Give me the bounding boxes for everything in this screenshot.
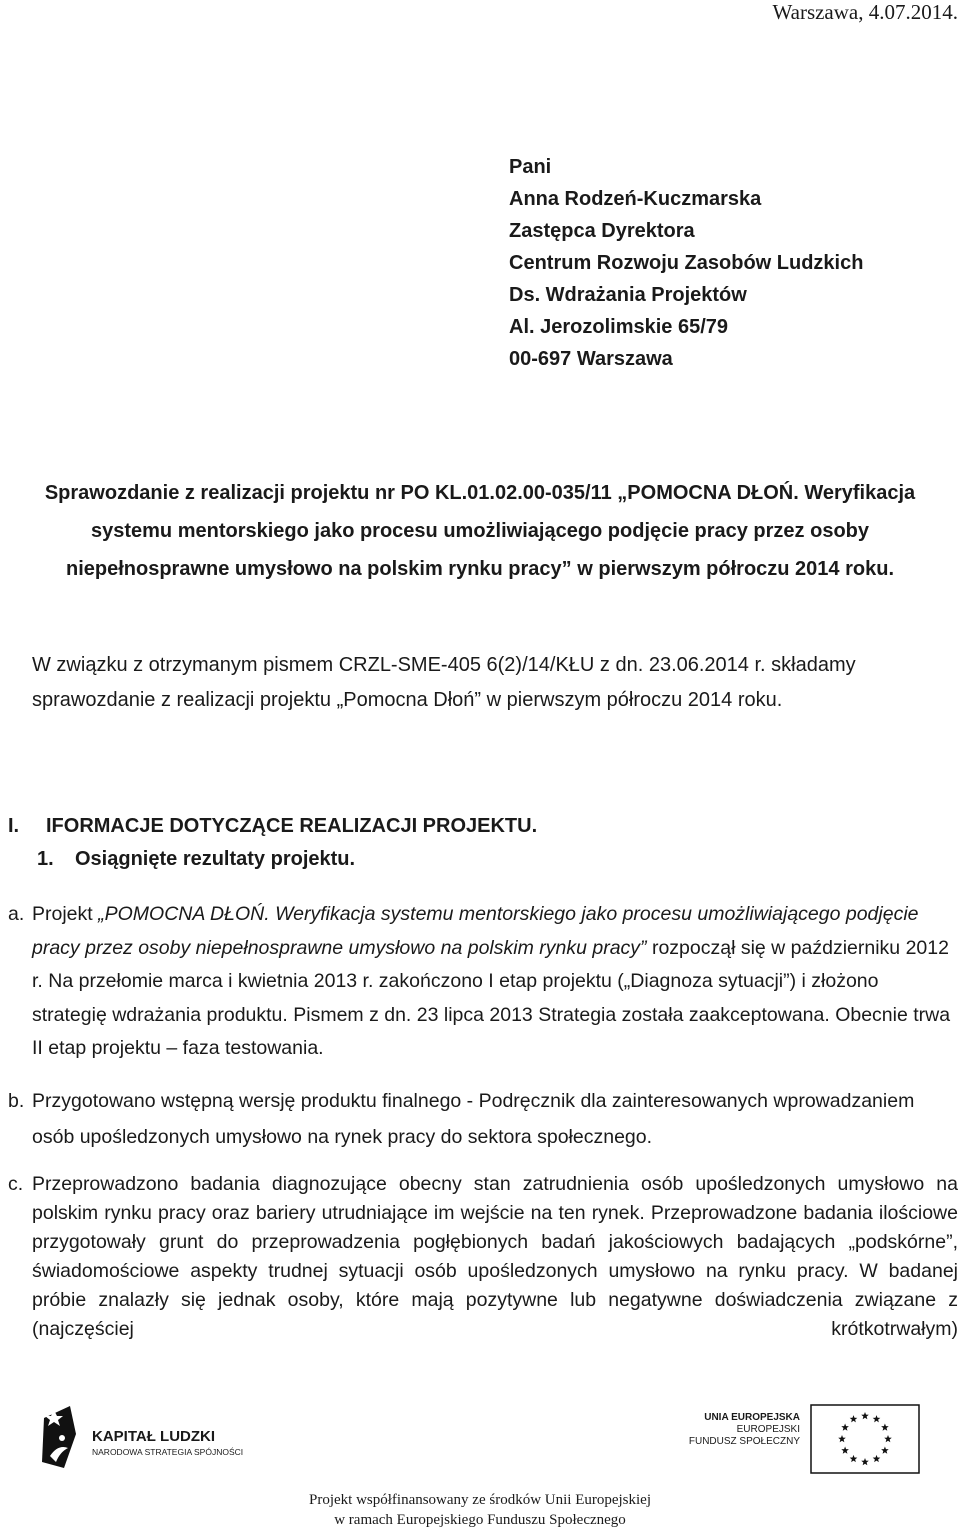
- footer-line-2: w ramach Europejskiego Funduszu Społecznego: [334, 1512, 626, 1528]
- project-title-italic: „POMOCNA DŁOŃ. Weryfikacja systemu mentorskiego jako procesu umożliwiającego podjęcie pracy przez osoby niepełnosprawne umysłowo na polskim rynku pracy”: [32, 903, 919, 959]
- list-item-text: [32, 898, 958, 1066]
- subject-line: niepełnosprawne umysłowo na polskim rynku pracy” w pierwszym półroczu 2014 roku.: [65, 558, 895, 580]
- eu-logo-text: [600, 1412, 800, 1448]
- list-item-label: a.: [8, 903, 25, 925]
- list-item-label: c.: [8, 1173, 24, 1195]
- list-item-a: [8, 898, 958, 1066]
- eu-flag-icon: [810, 1404, 920, 1474]
- list-item-text: Przeprowadzono badania diagnozujące obecny stan zatrudnienia osób upośledzonych umysłowo na polskim rynku pracy oraz bariery utrudniające im wejście na ten rynek. Przeprowadzone badania ilościowe przygotowały grunt do przeprowadzenia pogłębionych badań jakościowych badających „podskórne”, świadomościowe aspekty trudnej sytuacji osób upośledzonych umysłowo na rynku pracy. W badanej próbie znalazły się jednak osoby, które mają pozytywne lub negatywne doświadczenia związane z (najczęściej krótkotrwałym): [32, 1173, 958, 1340]
- recipient-line: 00-697 Warszawa: [509, 348, 673, 370]
- subsection-number: 1.: [37, 848, 54, 870]
- subsection-title: Osiągnięte rezultaty projektu.: [75, 848, 356, 870]
- item-a-rest: rozpoczął się w październiku 2012 r. Na przełomie marca i kwietnia 2013 r. zakończono I etap projektu („Diagnoza sytuacji”) i złożono strategię wdrażania produktu. Pismem z dn. 23 lipca 2013 Strategia została zaakceptowana. Obecnie trwa II etap projektu – faza testowania.: [32, 936, 951, 1059]
- eu-line-2: EUROPEJSKI: [736, 1424, 800, 1435]
- recipient-line: Zastępca Dyrektora: [509, 220, 695, 242]
- subject-line: Sprawozdanie z realizacji projektu nr PO KL.01.02.00-035/11 „POMOCNA DŁOŃ. Weryfikacja: [44, 482, 916, 504]
- footer-cofinancing-note: [0, 1490, 960, 1530]
- kapital-ludzki-logo: [40, 1404, 290, 1474]
- section-number: I.: [8, 815, 20, 837]
- recipient-line: Ds. Wdrażania Projektów: [509, 284, 747, 306]
- kapital-ludzki-title: KAPITAŁ LUDZKI: [92, 1428, 216, 1445]
- intro-paragraph: [32, 648, 942, 718]
- eu-line-1: UNIA EUROPEJSKA: [704, 1412, 800, 1423]
- list-item-c: [8, 1170, 958, 1344]
- recipient-line: Centrum Rozwoju Zasobów Ludzkich: [509, 252, 864, 274]
- list-item-text: Przygotowano wstępną wersję produktu finalnego - Podręcznik dla zainteresowanych wprowadzaniem osób upośledzonych umysłowo na rynek pracy do sektora społecznego.: [32, 1090, 915, 1148]
- recipient-line: Pani: [509, 156, 552, 178]
- list-item-b: [8, 1083, 958, 1155]
- list-item-label: b.: [8, 1090, 25, 1112]
- section-title: IFORMACJE DOTYCZĄCE REALIZACJI PROJEKTU.: [46, 815, 538, 837]
- recipient-line: Anna Rodzeń-Kuczmarska: [509, 188, 762, 210]
- letter-date: Warszawa, 4.07.2014.: [772, 0, 958, 24]
- subject-line: systemu mentorskiego jako procesu umożliwiającego podjęcie pracy przez osoby: [90, 520, 870, 542]
- item-a-prefix: Projekt: [32, 903, 99, 925]
- footer-logos: [0, 1398, 960, 1488]
- intro-line: W związku z otrzymanym pismem CRZL-SME-405 6(2)/14/KŁU z dn. 23.06.2014 r. składamy: [32, 654, 856, 676]
- footer-line-1: Projekt współfinansowany ze środków Unii Europejskiej: [308, 1492, 652, 1508]
- letter-subject: [20, 474, 940, 588]
- eu-line-3: FUNDUSZ SPOŁECZNY: [688, 1436, 800, 1447]
- intro-line: sprawozdanie z realizacji projektu „Pomocna Dłoń” w pierwszym półroczu 2014 roku.: [32, 689, 783, 711]
- recipient-line: Al. Jerozolimskie 65/79: [509, 316, 729, 338]
- subsection-heading: [37, 846, 737, 872]
- section-heading: [8, 813, 908, 839]
- kapital-ludzki-mark-icon: [40, 1404, 78, 1474]
- recipient-address: [509, 151, 949, 375]
- eu-efs-logo: [680, 1404, 922, 1474]
- kapital-ludzki-subtitle: NARODOWA STRATEGIA SPÓJNOŚCI: [92, 1447, 244, 1457]
